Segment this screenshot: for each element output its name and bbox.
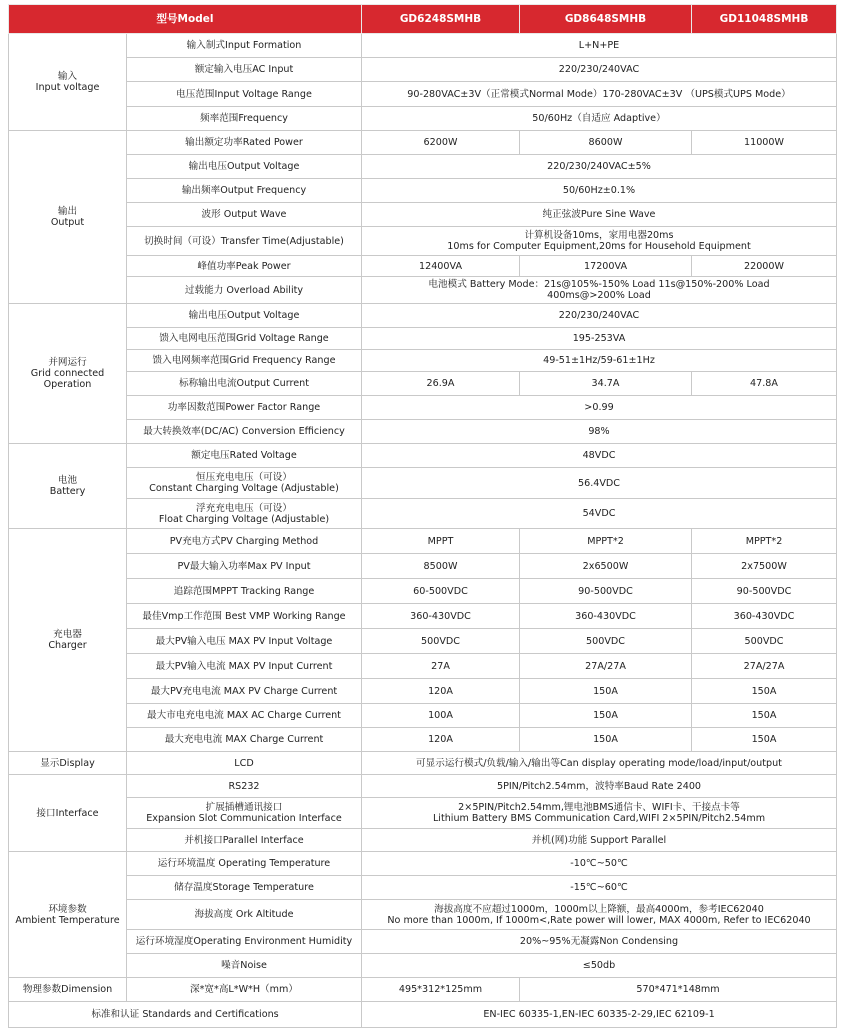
- model-header-label: 型号Model: [9, 5, 362, 34]
- parameter-name: [127, 107, 362, 131]
- parameter-name-line: Float Charging Voltage (Adjustable): [158, 513, 330, 525]
- table-row: [9, 604, 837, 629]
- spec-value-line: 195-253VA: [572, 333, 626, 344]
- spec-value-line: 150A: [593, 685, 618, 697]
- spec-value-line: 27A/27A: [743, 660, 785, 672]
- spec-value-line: 150A: [593, 710, 618, 721]
- spec-value: [362, 654, 520, 679]
- spec-value: [692, 704, 837, 728]
- spec-value: [362, 930, 837, 954]
- spec-value-line: 17200VA: [583, 260, 628, 272]
- spec-value-line: 11000W: [743, 137, 784, 148]
- spec-value: [362, 775, 837, 798]
- table-row: [9, 704, 837, 728]
- spec-value: [520, 978, 837, 1002]
- spec-value: [692, 679, 837, 704]
- table-row: [9, 131, 837, 155]
- spec-value-line: 100A: [428, 710, 453, 721]
- spec-value: [520, 728, 692, 752]
- parameter-name: [127, 82, 362, 107]
- parameter-name-line: 馈入电网电压范围Grid Voltage Range: [159, 333, 329, 344]
- spec-value: [362, 499, 837, 529]
- model-header-1: GD6248SMHB: [362, 5, 520, 34]
- table-row: [9, 256, 837, 277]
- spec-value: [520, 529, 692, 554]
- group-label: [9, 529, 127, 752]
- parameter-name: [127, 203, 362, 227]
- spec-value: [362, 227, 837, 256]
- parameter-name: [127, 444, 362, 468]
- spec-value-line: 120A: [428, 685, 453, 697]
- spec-value-line: 120A: [428, 734, 453, 745]
- spec-value: [520, 704, 692, 728]
- table-row: [9, 752, 837, 775]
- parameter-name-line: 噪音Noise: [221, 960, 267, 971]
- spec-value: [362, 978, 520, 1002]
- parameter-name-line: 最大充电电流 MAX Charge Current: [164, 734, 324, 745]
- spec-value-line: 2x6500W: [582, 560, 629, 572]
- table-row: [9, 852, 837, 876]
- group-label-line: Charger: [48, 640, 87, 651]
- parameter-name: [127, 131, 362, 155]
- spec-value: [362, 179, 837, 203]
- spec-value-line: -15℃~60℃: [570, 882, 628, 893]
- group-label: [9, 852, 127, 978]
- parameter-name: [127, 34, 362, 58]
- parameter-name: [127, 629, 362, 654]
- table-row: [9, 954, 837, 978]
- parameter-name: [127, 679, 362, 704]
- table-row: [9, 654, 837, 679]
- spec-value: [362, 328, 837, 350]
- spec-value: [692, 629, 837, 654]
- spec-value: [520, 654, 692, 679]
- parameter-name-line: 峰值功率Peak Power: [197, 260, 291, 272]
- parameter-name-line: 扩展插槽通讯接口: [205, 802, 283, 813]
- spec-value-line: 400ms@>200% Load: [547, 290, 651, 301]
- parameter-name-line: 额定电压Rated Voltage: [191, 450, 297, 461]
- spec-value-line: 90-500VDC: [736, 585, 792, 597]
- spec-value: [692, 604, 837, 629]
- spec-value-line: 220/230/240VAC: [558, 64, 640, 75]
- model-header-3: GD11048SMHB: [692, 5, 837, 34]
- model-header-2: GD8648SMHB: [520, 5, 692, 34]
- spec-value: [692, 256, 837, 277]
- spec-body: [9, 34, 837, 1002]
- group-label-line: 电池: [57, 475, 78, 486]
- spec-value: [362, 728, 520, 752]
- spec-value-line: 纯正弦波Pure Sine Wave: [542, 209, 656, 220]
- group-label-line: Battery: [49, 486, 86, 497]
- group-label: [9, 978, 127, 1002]
- parameter-name-line: 并机接口Parallel Interface: [184, 834, 304, 846]
- group-label-line: Input voltage: [35, 82, 100, 93]
- spec-value-line: 电池模式 Battery Mode：21s@105%-150% Load 11s@150%-200% Load: [428, 279, 770, 290]
- table-row: [9, 978, 837, 1002]
- spec-value: [362, 350, 837, 372]
- group-label: [9, 34, 127, 131]
- spec-value-line: 98%: [588, 426, 610, 437]
- parameter-name: [127, 328, 362, 350]
- spec-value: [362, 798, 837, 829]
- table-row: [9, 930, 837, 954]
- parameter-name-line: PV充电方式PV Charging Method: [169, 535, 319, 547]
- group-label-line: 环境参数: [48, 903, 87, 915]
- spec-value-line: 8500W: [423, 560, 458, 572]
- parameter-name-line: RS232: [228, 780, 260, 792]
- table-row: [9, 499, 837, 529]
- certification-value: EN-IEC 60335-1,EN-IEC 60335-2-29,IEC 62109-1: [362, 1002, 837, 1028]
- parameter-name: [127, 529, 362, 554]
- spec-value: [362, 256, 520, 277]
- table-row: [9, 444, 837, 468]
- table-row: [9, 82, 837, 107]
- spec-value: [362, 579, 520, 604]
- parameter-name-line: Constant Charging Voltage (Adjustable): [149, 483, 339, 494]
- spec-value-line: Lithium Battery BMS Communication Card,WIFI 2×5PIN/Pitch2.54mm: [432, 813, 766, 824]
- table-row: [9, 798, 837, 829]
- parameter-name: [127, 179, 362, 203]
- spec-value-line: 150A: [751, 734, 777, 745]
- spec-value: [362, 876, 837, 900]
- parameter-name: [127, 420, 362, 444]
- spec-value: [362, 277, 837, 304]
- spec-value: [520, 679, 692, 704]
- spec-value-line: L+N+PE: [578, 40, 620, 51]
- parameter-name-line: 电压范围Input Voltage Range: [176, 88, 312, 100]
- table-row: [9, 529, 837, 554]
- parameter-name: [127, 350, 362, 372]
- spec-value-line: 500VDC: [421, 635, 460, 647]
- parameter-name-line: 深*宽*高L*W*H（mm）: [190, 984, 298, 995]
- spec-value-line: 5PIN/Pitch2.54mm，波特率Baud Rate 2400: [496, 780, 702, 792]
- parameter-name: [127, 954, 362, 978]
- spec-value-line: >0.99: [584, 402, 614, 413]
- parameter-name-line: 海拔高度 Ork Altitude: [194, 909, 294, 920]
- spec-value: [362, 107, 837, 131]
- table-row: [9, 179, 837, 203]
- parameter-name: [127, 468, 362, 499]
- spec-value-line: 54VDC: [582, 508, 616, 519]
- group-label-line: Ambient Temperature: [15, 914, 120, 926]
- parameter-name-line: 频率范围Frequency: [200, 113, 288, 124]
- parameter-name-line: 输出频率Output Frequency: [181, 185, 307, 196]
- table-row: [9, 468, 837, 499]
- group-label-line: 接口Interface: [36, 807, 99, 819]
- table-row: [9, 775, 837, 798]
- spec-value-line: MPPT: [427, 535, 454, 547]
- spec-value: [520, 372, 692, 396]
- parameter-name: [127, 900, 362, 930]
- spec-value-line: 34.7A: [591, 378, 620, 389]
- spec-value-line: 22000W: [743, 260, 784, 272]
- parameter-name: [127, 654, 362, 679]
- group-label: [9, 752, 127, 775]
- spec-value: [520, 604, 692, 629]
- parameter-name-line: 输出电压Output Voltage: [188, 310, 300, 321]
- spec-value-line: 并机(网)功能 Support Parallel: [531, 834, 667, 846]
- parameter-name-line: LCD: [234, 757, 254, 769]
- parameter-name: [127, 876, 362, 900]
- spec-value: [362, 82, 837, 107]
- table-row: [9, 155, 837, 179]
- spec-value-line: 56.4VDC: [577, 477, 620, 489]
- parameter-name: [127, 499, 362, 529]
- table-row: [9, 304, 837, 328]
- spec-value: [362, 829, 837, 852]
- table-row: [9, 396, 837, 420]
- spec-value-line: MPPT*2: [745, 535, 783, 547]
- spec-value-line: 220/230/240VAC±5%: [547, 161, 651, 172]
- parameter-name: [127, 58, 362, 82]
- parameter-name: [127, 155, 362, 179]
- group-label-line: 充电器: [53, 629, 82, 640]
- parameter-name-line: Expansion Slot Communication Interface: [146, 813, 342, 824]
- table-row: [9, 829, 837, 852]
- parameter-name-line: 输出电压Output Voltage: [188, 161, 300, 172]
- spec-value: [692, 372, 837, 396]
- table-row: [9, 34, 837, 58]
- group-label: [9, 131, 127, 304]
- group-label-line: Grid connected: [30, 368, 105, 379]
- parameter-name: [127, 852, 362, 876]
- spec-value-line: 47.8A: [750, 378, 778, 389]
- spec-value-line: MPPT*2: [587, 535, 624, 547]
- spec-value-line: 27A: [431, 660, 450, 672]
- spec-value: [362, 34, 837, 58]
- table-row: [9, 277, 837, 304]
- spec-value-line: 150A: [593, 734, 618, 745]
- parameter-name-line: 运行环境温度 Operating Temperature: [157, 858, 331, 869]
- spec-value: [362, 420, 837, 444]
- parameter-name-line: 最大转换效率(DC/AC) Conversion Efficiency: [143, 426, 345, 437]
- spec-value-line: 150A: [751, 710, 777, 721]
- spec-value-line: 48VDC: [582, 450, 616, 461]
- group-label-line: 显示Display: [40, 757, 95, 769]
- spec-value-line: 27A/27A: [585, 660, 626, 672]
- parameter-name-line: 功率因数范围Power Factor Range: [167, 402, 321, 413]
- spec-value: [362, 529, 520, 554]
- table-row: [9, 900, 837, 930]
- spec-value-line: 8600W: [588, 137, 623, 148]
- parameter-name-line: 输入制式Input Formation: [186, 40, 302, 51]
- parameter-name: [127, 227, 362, 256]
- spec-value: [362, 58, 837, 82]
- table-row: [9, 107, 837, 131]
- parameter-name-line: 标称输出电流Output Current: [179, 378, 309, 389]
- table-row: [9, 679, 837, 704]
- spec-value-line: 360-430VDC: [733, 610, 795, 622]
- spec-value: [692, 579, 837, 604]
- spec-value-line: ≤50db: [582, 960, 616, 971]
- parameter-name-line: 馈入电网频率范围Grid Frequency Range: [152, 355, 336, 366]
- spec-value-line: -10℃~50℃: [570, 858, 628, 869]
- parameter-name-line: 最大PV输入电压 MAX PV Input Voltage: [155, 635, 333, 647]
- parameter-name: [127, 554, 362, 579]
- parameter-name-line: 最佳Vmp工作范围 Best VMP Working Range: [142, 610, 346, 622]
- table-row: [9, 728, 837, 752]
- parameter-name: [127, 775, 362, 798]
- spec-value-line: 500VDC: [586, 635, 625, 647]
- spec-value: [362, 752, 837, 775]
- spec-value: [362, 203, 837, 227]
- spec-value-line: 360-430VDC: [410, 610, 471, 622]
- spec-value-line: 12400VA: [418, 260, 463, 272]
- spec-value-line: 150A: [751, 685, 777, 697]
- group-label: [9, 444, 127, 529]
- table-row: [9, 203, 837, 227]
- spec-value-line: 90-500VDC: [578, 585, 633, 597]
- spec-value: [692, 131, 837, 155]
- spec-value: [362, 444, 837, 468]
- parameter-name: [127, 277, 362, 304]
- parameter-name-line: 过载能力 Overload Ability: [184, 284, 304, 296]
- spec-value-line: 2x7500W: [741, 560, 787, 572]
- parameter-name: [127, 978, 362, 1002]
- spec-value: [362, 604, 520, 629]
- parameter-name: [127, 704, 362, 728]
- group-label-line: 物理参数Dimension: [22, 984, 113, 995]
- header-row: [9, 5, 837, 34]
- table-row: [9, 350, 837, 372]
- spec-value: [692, 529, 837, 554]
- group-label-line: 并网运行: [48, 357, 87, 368]
- table-row: [9, 579, 837, 604]
- spec-value: [520, 554, 692, 579]
- spec-value-line: 360-430VDC: [575, 610, 636, 622]
- parameter-name-line: 输出额定功率Rated Power: [185, 137, 303, 148]
- spec-value: [362, 396, 837, 420]
- parameter-name: [127, 798, 362, 829]
- group-label-line: 输入: [57, 71, 78, 82]
- parameter-name-line: 最大PV输入电流 MAX PV Input Current: [155, 660, 333, 672]
- table-row: [9, 58, 837, 82]
- spec-value: [362, 852, 837, 876]
- spec-value-line: 26.9A: [426, 378, 455, 389]
- table-row: [9, 876, 837, 900]
- spec-value: [520, 131, 692, 155]
- spec-value: [362, 468, 837, 499]
- parameter-name: [127, 579, 362, 604]
- table-row: [9, 629, 837, 654]
- spec-value: [520, 256, 692, 277]
- parameter-name: [127, 372, 362, 396]
- spec-value: [362, 679, 520, 704]
- parameter-name-line: 恒压充电电压（可设）: [196, 472, 292, 483]
- group-label-line: 输出: [57, 206, 78, 217]
- group-label: [9, 775, 127, 852]
- parameter-name-line: 切换时间（可设）Transfer Time(Adjustable): [144, 235, 344, 247]
- spec-value-line: 500VDC: [744, 635, 784, 647]
- spec-value-line: 50/60Hz±0.1%: [562, 185, 636, 196]
- parameter-name: [127, 396, 362, 420]
- spec-value: [520, 579, 692, 604]
- spec-value-line: 计算机设备10ms，家用电器20ms: [524, 230, 674, 241]
- spec-value: [692, 654, 837, 679]
- spec-value-line: 2×5PIN/Pitch2.54mm,锂电池BMS通信卡、WIFI卡、干接点卡等: [458, 802, 740, 813]
- spec-value-line: 220/230/240VAC: [558, 310, 640, 321]
- spec-value: [362, 704, 520, 728]
- parameter-name: [127, 604, 362, 629]
- parameter-name-line: 波形 Output Wave: [201, 209, 287, 220]
- spec-value-line: 10ms for Computer Equipment,20ms for Household Equipment: [447, 241, 751, 252]
- spec-value-line: 海拔高度不应超过1000m，1000m以上降额，最高4000m，参考IEC62040: [434, 903, 764, 915]
- spec-value-line: 60-500VDC: [413, 585, 468, 597]
- parameter-name: [127, 930, 362, 954]
- spec-value-line: 495*312*125mm: [398, 984, 483, 995]
- spec-value: [692, 728, 837, 752]
- parameter-name: [127, 728, 362, 752]
- parameter-name-line: 最大PV充电电流 MAX PV Charge Current: [150, 685, 338, 697]
- spec-sheet: [8, 4, 836, 1028]
- spec-value: [362, 954, 837, 978]
- parameter-name-line: PV最大输入功率Max PV Input: [177, 560, 311, 572]
- parameter-name-line: 追踪范围MPPT Tracking Range: [173, 585, 315, 597]
- table-row: [9, 554, 837, 579]
- table-row: [9, 328, 837, 350]
- parameter-name: [127, 752, 362, 775]
- spec-value: [362, 900, 837, 930]
- group-label-line: Output: [50, 217, 85, 228]
- spec-value: [362, 372, 520, 396]
- spec-value: [362, 155, 837, 179]
- spec-table: [8, 4, 837, 1028]
- group-label: [9, 304, 127, 444]
- spec-value-line: No more than 1000m, If 1000m<,Rate power will lower, MAX 4000m, Refer to IEC62040: [387, 914, 811, 926]
- spec-value: [692, 554, 837, 579]
- spec-value-line: 90-280VAC±3V（正常模式Normal Mode）170-280VAC±3V （UPS模式UPS Mode）: [407, 88, 791, 100]
- spec-value: [362, 629, 520, 654]
- parameter-name-line: 额定输入电压AC Input: [194, 64, 294, 75]
- group-label-line: Operation: [43, 379, 92, 390]
- spec-value-line: 可显示运行模式/负载/输入/输出等Can display operating mode/load/input/output: [416, 757, 782, 769]
- spec-value: [362, 304, 837, 328]
- table-row: [9, 420, 837, 444]
- spec-value-line: 6200W: [423, 137, 458, 148]
- parameter-name-line: 运行环境湿度Operating Environment Humidity: [135, 936, 353, 947]
- spec-value: [520, 629, 692, 654]
- parameter-name-line: 浮充充电电压（可设）: [196, 502, 292, 514]
- parameter-name: [127, 829, 362, 852]
- spec-value-line: 49-51±1Hz/59-61±1Hz: [543, 355, 655, 366]
- certification-label: 标准和认证 Standards and Certifications: [9, 1002, 362, 1028]
- parameter-name-line: 最大市电充电电流 MAX AC Charge Current: [147, 710, 341, 721]
- parameter-name-line: 储存温度Storage Temperature: [174, 882, 314, 893]
- spec-value: [362, 554, 520, 579]
- table-row: [9, 227, 837, 256]
- spec-value-line: 20%~95%无凝露Non Condensing: [519, 936, 679, 947]
- spec-value: [362, 131, 520, 155]
- parameter-name: [127, 304, 362, 328]
- spec-value-line: 50/60Hz（自适应 Adaptive）: [532, 113, 666, 124]
- parameter-name: [127, 256, 362, 277]
- spec-value-line: 570*471*148mm: [636, 984, 720, 995]
- table-row: [9, 372, 837, 396]
